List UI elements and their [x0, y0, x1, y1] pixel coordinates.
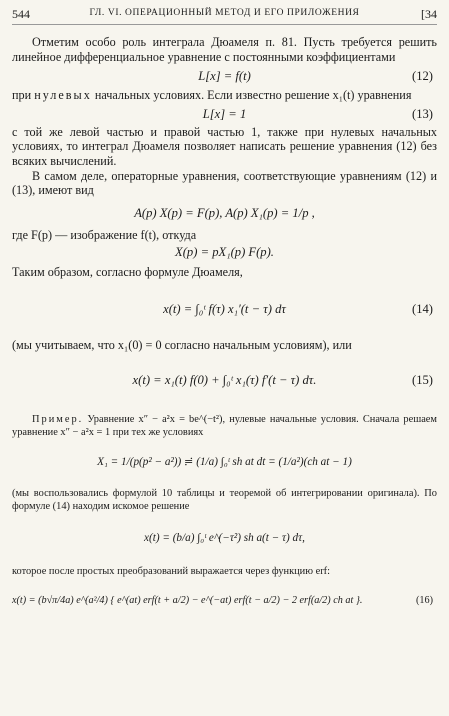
equation-number-14: (14)	[412, 301, 433, 316]
equation-number-15: (15)	[412, 372, 433, 387]
equation-number-13: (13)	[412, 106, 433, 121]
running-header	[12, 4, 437, 25]
formula-15: x(t) = x₁(t) f(0) + ∫₀ᵗ x₁(τ) f′(t − τ) dτ. (15)	[132, 372, 433, 387]
paragraph-table-note: (мы воспользовались формулой 10 таблицы и теоремой об интегрировании оригинала). По формуле (14) находим искомое решение	[12, 487, 437, 512]
paragraph-image: где F(p) — изображение f(t), откуда	[12, 227, 197, 242]
paragraph-thus: Таким образом, согласно формуле Дюамеля,	[12, 265, 243, 280]
formula-X: X(p) = pX₁(p) F(p).	[175, 245, 274, 260]
paragraph-zero-conditions: при нулевых начальных условиях. Если известно решение x₁(t) уравнения	[12, 88, 412, 103]
chapter-title: ГЛ. VI. ОПЕРАЦИОННЫЙ МЕТОД И ЕГО ПРИЛОЖЕНИЯ	[89, 8, 360, 18]
page-number-right: [34	[421, 7, 437, 21]
paragraph-initial: (мы учитываем, что x₁(0) = 0 согласно начальным условиям), или	[12, 337, 352, 352]
equation-number-16: (16)	[416, 594, 433, 606]
paragraph-operator-equations: В самом деле, операторные уравнения, соответствующие уравнениям (12) и (13), имеют вид	[12, 168, 437, 198]
formula-operator: A(p) X(p) = F(p), A(p) X₁(p) = 1/p ,	[134, 205, 315, 220]
page-number-left: 544	[12, 7, 30, 21]
formula-14: x(t) = ∫₀ᵗ f(τ) x₁′(t − τ) dτ (14)	[163, 301, 433, 316]
paragraph-duhamel: с той же левой частью и правой частью 1, также при нулевых начальных условиях, то интеграл Дюамеля позволяет написать решение уравнения (12) без всяких вычислений.	[12, 124, 437, 168]
formula-12: L[x] = f(t) (12)	[198, 69, 433, 84]
formula-16: x(t) = (b√π/4a) e^(a²/4) { e^(at) erf(t + a/2) − e^(−at) erf(t − a/2) − 2 erf(a/2) ch at }. (16)	[12, 594, 433, 606]
paragraph-intro: Отметим особо роль интеграла Дюамеля п. 81. Пусть требуется решить линейное дифференциальное уравнение с постоянными коэффициентами	[12, 35, 437, 64]
paragraph-example: Пример. Уравнение x″ − a²x = be^(−t²), нулевые начальные условия. Сначала решаем уравнение x″ − a²x = 1 при тех же условиях	[12, 413, 437, 438]
formula-13: L[x] = 1 (13)	[202, 106, 433, 121]
example-block	[12, 413, 437, 608]
formula-X1: X₁ = 1/(p(p² − a²)) ≓ (1/a) ∫₀ᵗ sh at dt = (1/a²)(ch at − 1)	[97, 455, 352, 468]
equation-number-12: (12)	[412, 69, 433, 84]
emphasis-nulevyh: нулевых	[34, 88, 92, 103]
paragraph-erf: которое после простых преобразований выражается через функцию erf:	[12, 565, 331, 577]
example-label: Пример.	[32, 413, 84, 425]
formula-solution: x(t) = (b/a) ∫₀ᵗ e^(−τ²) sh a(t − τ) dτ,	[144, 531, 305, 544]
